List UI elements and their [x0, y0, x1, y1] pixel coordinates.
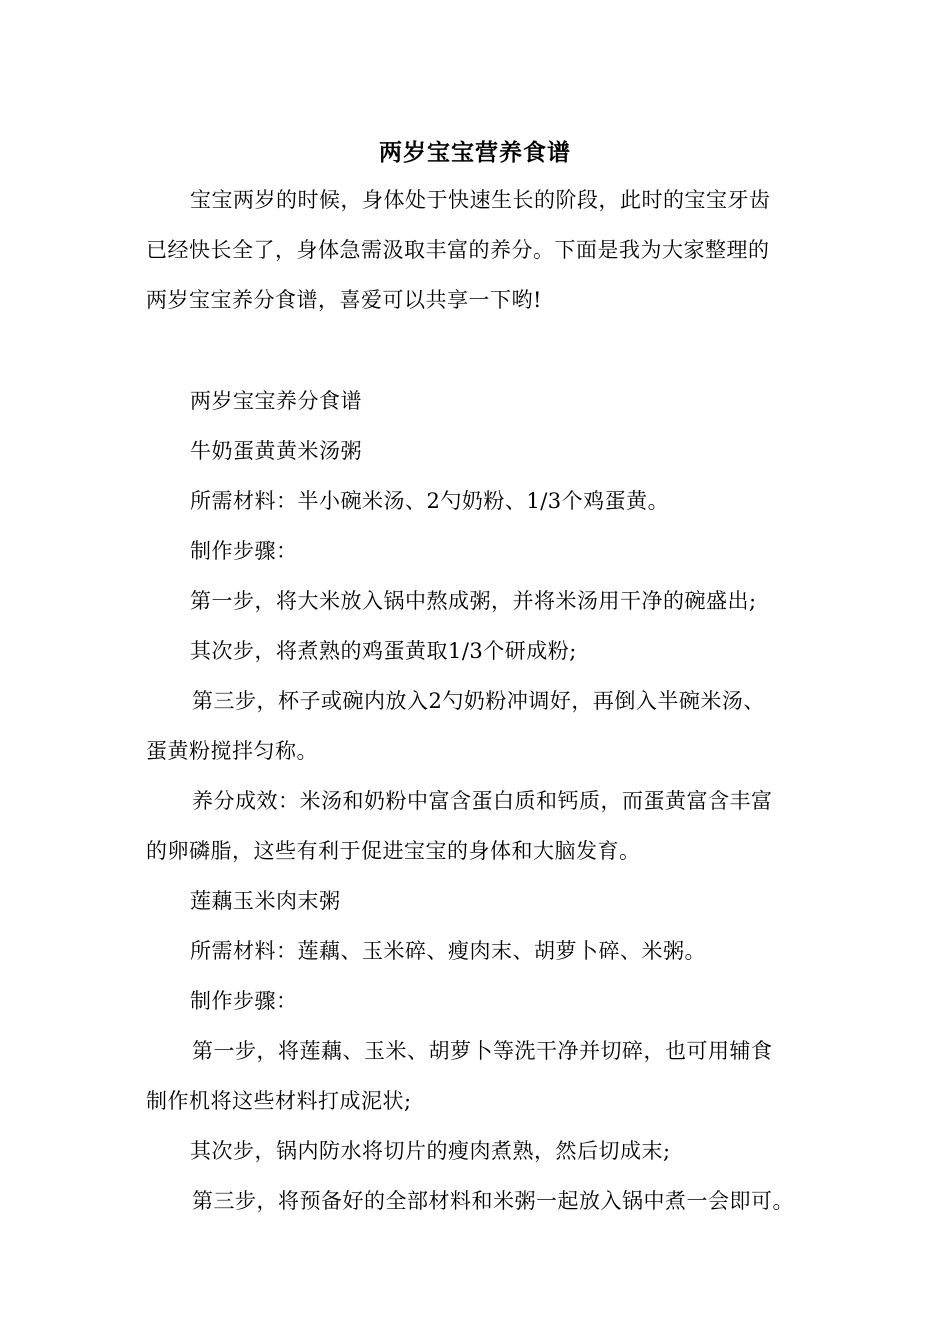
recipe-step-continued: 蛋黄粉搅拌匀称。	[146, 739, 318, 763]
recipe-step: 第一步，将大米放入锅中熬成粥，并将米汤用干净的碗盛出;	[190, 589, 757, 613]
intro-line: 宝宝两岁的时候，身体处于快速生长的阶段，此时的宝宝牙齿	[190, 188, 771, 212]
recipe-step: 其次步，锅内防水将切片的瘦肉煮熟，然后切成末;	[190, 1139, 671, 1163]
steps-label: 制作步骤：	[190, 539, 298, 563]
recipe-materials: 所需材料：半小碗米汤、2勺奶粉、1/3个鸡蛋黄。	[190, 489, 670, 513]
recipe-step: 第一步，将莲藕、玉米、胡萝卜等洗干净并切碎，也可用辅食	[192, 1039, 773, 1063]
page-title: 两岁宝宝营养食谱	[379, 139, 571, 166]
recipe-step: 第三步，杯子或碗内放入2勺奶粉冲调好，再倒入半碗米汤、	[192, 689, 765, 713]
recipe-step: 其次步，将煮熟的鸡蛋黄取1/3个研成粉;	[190, 639, 577, 663]
recipe-materials: 所需材料：莲藕、玉米碎、瘦肉末、胡萝卜碎、米粥。	[190, 939, 706, 963]
recipe-name: 牛奶蛋黄黄米汤粥	[190, 439, 362, 463]
intro-line: 已经快长全了，身体急需汲取丰富的养分。下面是我为大家整理的	[146, 238, 770, 262]
recipe-effect-continued: 的卵磷脂，这些有利于促进宝宝的身体和大脑发育。	[146, 839, 641, 863]
recipe-name: 莲藕玉米肉末粥	[190, 889, 341, 913]
steps-label: 制作步骤：	[190, 989, 298, 1013]
recipe-step-continued: 制作机将这些材料打成泥状;	[146, 1089, 412, 1113]
recipe-effect: 养分成效：米汤和奶粉中富含蛋白质和钙质，而蛋黄富含丰富	[192, 789, 773, 813]
intro-line: 两岁宝宝养分食谱，喜爱可以共享一下哟!	[146, 288, 542, 312]
recipe-step: 第三步，将预备好的全部材料和米粥一起放入锅中煮一会即可。	[192, 1189, 794, 1213]
section-heading: 两岁宝宝养分食谱	[190, 389, 362, 413]
